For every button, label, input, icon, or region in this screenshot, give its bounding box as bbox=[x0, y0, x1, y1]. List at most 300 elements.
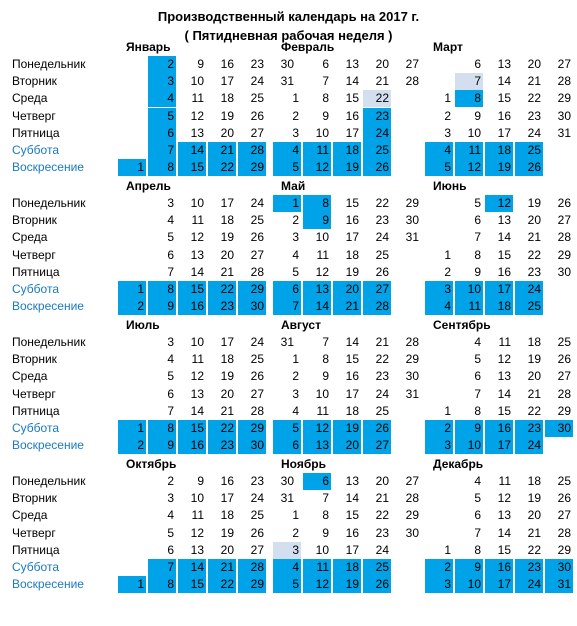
day-label: Среда bbox=[12, 369, 48, 384]
day-cell: 31 bbox=[280, 74, 294, 89]
day-cell: 13 bbox=[345, 57, 359, 71]
day-cell: 28 bbox=[405, 335, 419, 349]
day-cell: 28 bbox=[405, 491, 419, 506]
day-cell: 18 bbox=[527, 335, 541, 349]
day-cell: 9 bbox=[148, 298, 176, 315]
day-cell: 23 bbox=[375, 525, 389, 540]
day-label: Понедельник bbox=[12, 335, 86, 349]
day-cell: 14 bbox=[497, 525, 511, 540]
day-cell: 19 bbox=[333, 576, 361, 593]
day-cell: 7 bbox=[322, 335, 329, 349]
day-cell: 4 bbox=[273, 142, 301, 159]
day-cell: 5 bbox=[167, 525, 174, 540]
day-cell: 1 bbox=[273, 195, 301, 212]
day-cell: 9 bbox=[455, 420, 483, 437]
day-cell: 27 bbox=[557, 213, 571, 228]
day-cell: 11 bbox=[498, 335, 511, 349]
day-cell: 4 bbox=[273, 559, 301, 576]
day-cell: 12 bbox=[485, 195, 513, 212]
day-cell: 23 bbox=[375, 213, 389, 228]
day-cell: 14 bbox=[497, 386, 511, 401]
day-cell: 28 bbox=[405, 74, 419, 89]
day-cell: 12 bbox=[303, 159, 331, 176]
day-cell: 18 bbox=[527, 474, 541, 488]
day-cell: 8 bbox=[303, 195, 331, 212]
day-cell: 27 bbox=[405, 57, 419, 71]
day-cell: 29 bbox=[405, 196, 419, 210]
day-cell: 26 bbox=[250, 108, 264, 123]
day-cell: 18 bbox=[220, 213, 234, 228]
day-cell: 3 bbox=[167, 196, 174, 210]
day-cell: 5 bbox=[425, 159, 453, 176]
day-cell: 19 bbox=[345, 264, 359, 279]
day-cell: 19 bbox=[220, 230, 234, 245]
day-cell: 17 bbox=[345, 386, 359, 401]
day-cell: 12 bbox=[455, 159, 483, 176]
day-cell: 4 bbox=[425, 142, 453, 159]
day-cell: 9 bbox=[303, 212, 331, 229]
day-cell: 2 bbox=[425, 420, 453, 437]
day-cell: 29 bbox=[557, 403, 571, 418]
day-cell: 9 bbox=[322, 108, 329, 123]
day-cell: 30 bbox=[280, 474, 294, 488]
day-cell: 22 bbox=[375, 508, 389, 523]
day-cell: 23 bbox=[208, 298, 236, 315]
day-cell: 12 bbox=[497, 352, 511, 367]
day-cell: 3 bbox=[444, 125, 451, 140]
day-cell: 15 bbox=[345, 91, 359, 106]
day-cell: 31 bbox=[280, 491, 294, 506]
day-cell: 5 bbox=[474, 352, 481, 367]
day-cell: 12 bbox=[315, 264, 329, 279]
day-label: Суббота bbox=[12, 143, 59, 157]
day-cell: 22 bbox=[527, 542, 541, 557]
day-cell: 28 bbox=[238, 559, 266, 576]
day-cell: 6 bbox=[167, 542, 174, 557]
day-cell: 26 bbox=[375, 264, 389, 279]
day-cell: 18 bbox=[220, 352, 234, 367]
day-cell: 14 bbox=[497, 230, 511, 245]
day-cell: 23 bbox=[363, 108, 391, 125]
day-cell: 22 bbox=[363, 90, 391, 107]
day-cell: 20 bbox=[527, 57, 541, 71]
month-name: Май bbox=[281, 179, 306, 193]
day-cell: 1 bbox=[292, 352, 299, 367]
day-cell: 10 bbox=[467, 125, 481, 140]
day-cell: 8 bbox=[474, 247, 481, 262]
day-cell: 26 bbox=[557, 491, 571, 506]
day-cell: 8 bbox=[148, 576, 176, 593]
day-cell: 18 bbox=[485, 298, 513, 315]
month-name: Декабрь bbox=[433, 457, 484, 471]
day-cell: 16 bbox=[497, 108, 511, 123]
day-cell: 7 bbox=[474, 230, 481, 245]
day-label: Понедельник bbox=[12, 196, 86, 210]
day-cell: 27 bbox=[557, 57, 571, 71]
month-name: Июнь bbox=[433, 179, 467, 193]
day-cell: 2 bbox=[167, 474, 174, 488]
day-cell: 6 bbox=[148, 125, 176, 142]
day-cell: 28 bbox=[557, 230, 571, 245]
day-cell: 31 bbox=[405, 386, 419, 401]
day-cell: 27 bbox=[250, 247, 264, 262]
day-cell: 6 bbox=[322, 57, 329, 71]
day-cell: 15 bbox=[178, 159, 206, 176]
day-cell: 22 bbox=[375, 196, 389, 210]
day-cell: 20 bbox=[220, 247, 234, 262]
day-cell: 21 bbox=[220, 264, 234, 279]
day-cell: 6 bbox=[167, 386, 174, 401]
day-cell: 1 bbox=[118, 576, 146, 593]
month-name: Июль bbox=[126, 318, 160, 332]
day-label: Вторник bbox=[12, 352, 57, 367]
month-name: Октябрь bbox=[126, 457, 177, 471]
month-name: Март bbox=[433, 40, 463, 54]
day-cell: 23 bbox=[250, 57, 264, 71]
day-cell: 16 bbox=[178, 298, 206, 315]
day-label: Пятница bbox=[12, 264, 60, 279]
day-cell: 14 bbox=[345, 491, 359, 506]
day-cell: 5 bbox=[474, 196, 481, 210]
day-cell: 9 bbox=[197, 474, 204, 488]
day-cell: 8 bbox=[148, 159, 176, 176]
day-cell: 11 bbox=[303, 142, 331, 159]
day-cell: 2 bbox=[425, 559, 453, 576]
day-cell: 17 bbox=[220, 491, 234, 506]
day-cell: 8 bbox=[322, 91, 329, 106]
day-cell: 30 bbox=[280, 57, 294, 71]
day-cell: 3 bbox=[167, 491, 174, 506]
day-cell: 15 bbox=[345, 508, 359, 523]
day-cell: 1 bbox=[118, 281, 146, 298]
day-cell: 8 bbox=[322, 352, 329, 367]
day-cell: 21 bbox=[208, 142, 236, 159]
day-cell: 29 bbox=[557, 542, 571, 557]
day-cell: 24 bbox=[363, 125, 391, 142]
day-label: Среда bbox=[12, 91, 48, 106]
day-cell: 24 bbox=[250, 74, 264, 89]
day-cell: 23 bbox=[375, 369, 389, 384]
day-cell: 11 bbox=[455, 142, 483, 159]
day-cell: 17 bbox=[345, 542, 359, 557]
day-cell: 19 bbox=[220, 525, 234, 540]
day-cell: 18 bbox=[333, 559, 361, 576]
day-cell: 12 bbox=[190, 525, 204, 540]
day-cell: 20 bbox=[375, 57, 389, 71]
day-cell: 4 bbox=[148, 90, 176, 107]
day-cell: 5 bbox=[273, 159, 301, 176]
day-cell: 24 bbox=[250, 491, 264, 506]
day-cell: 13 bbox=[497, 508, 511, 523]
day-cell: 14 bbox=[303, 298, 331, 315]
day-cell: 17 bbox=[485, 281, 513, 298]
day-cell: 21 bbox=[220, 403, 234, 418]
day-cell: 22 bbox=[527, 91, 541, 106]
day-cell: 3 bbox=[167, 335, 174, 349]
day-cell: 26 bbox=[250, 525, 264, 540]
day-cell: 14 bbox=[178, 142, 206, 159]
day-cell: 30 bbox=[557, 264, 571, 279]
day-cell: 23 bbox=[527, 108, 541, 123]
day-cell: 10 bbox=[190, 74, 204, 89]
day-cell: 25 bbox=[375, 403, 389, 418]
day-label: Четверг bbox=[12, 525, 56, 540]
day-cell: 15 bbox=[497, 542, 511, 557]
day-cell: 1 bbox=[444, 403, 451, 418]
day-cell: 4 bbox=[167, 213, 174, 228]
day-cell: 21 bbox=[375, 491, 389, 506]
day-cell: 30 bbox=[405, 525, 419, 540]
day-cell: 15 bbox=[497, 403, 511, 418]
day-cell: 3 bbox=[273, 542, 301, 559]
day-cell: 4 bbox=[474, 474, 481, 488]
day-cell: 10 bbox=[315, 386, 329, 401]
day-label: Пятница bbox=[12, 403, 60, 418]
day-cell: 3 bbox=[148, 73, 176, 90]
day-cell: 22 bbox=[208, 420, 236, 437]
day-cell: 16 bbox=[345, 525, 359, 540]
day-cell: 1 bbox=[444, 247, 451, 262]
day-cell: 7 bbox=[455, 73, 483, 90]
day-cell: 15 bbox=[345, 196, 359, 210]
day-cell: 29 bbox=[238, 420, 266, 437]
day-cell: 5 bbox=[474, 491, 481, 506]
day-label: Воскресение bbox=[12, 299, 84, 314]
day-cell: 14 bbox=[190, 264, 204, 279]
day-cell: 8 bbox=[322, 508, 329, 523]
day-cell: 29 bbox=[405, 508, 419, 523]
day-cell: 31 bbox=[545, 576, 573, 593]
day-cell: 28 bbox=[250, 264, 264, 279]
day-cell: 23 bbox=[527, 264, 541, 279]
day-label: Понедельник bbox=[12, 57, 86, 71]
day-cell: 13 bbox=[303, 437, 331, 454]
day-cell: 27 bbox=[405, 474, 419, 488]
day-cell: 8 bbox=[474, 403, 481, 418]
day-cell: 26 bbox=[363, 159, 391, 176]
day-cell: 13 bbox=[190, 386, 204, 401]
day-cell: 4 bbox=[474, 335, 481, 349]
day-cell: 17 bbox=[345, 125, 359, 140]
day-cell: 26 bbox=[250, 369, 264, 384]
day-cell: 24 bbox=[527, 125, 541, 140]
day-cell: 14 bbox=[345, 335, 359, 349]
day-cell: 9 bbox=[148, 437, 176, 454]
day-cell: 21 bbox=[527, 525, 541, 540]
day-cell: 21 bbox=[527, 74, 541, 89]
day-cell: 6 bbox=[474, 213, 481, 228]
day-cell: 11 bbox=[316, 247, 329, 262]
day-cell: 5 bbox=[273, 576, 301, 593]
day-cell: 12 bbox=[303, 576, 331, 593]
day-cell: 23 bbox=[208, 437, 236, 454]
day-cell: 4 bbox=[425, 298, 453, 315]
day-cell: 5 bbox=[167, 230, 174, 245]
day-cell: 29 bbox=[405, 352, 419, 367]
day-cell: 11 bbox=[191, 352, 204, 367]
day-cell: 11 bbox=[191, 213, 204, 228]
day-cell: 16 bbox=[220, 474, 234, 488]
day-cell: 19 bbox=[527, 196, 541, 210]
day-cell: 2 bbox=[148, 56, 176, 73]
day-cell: 26 bbox=[363, 576, 391, 593]
day-label: Четверг bbox=[12, 386, 56, 401]
day-cell: 25 bbox=[557, 474, 571, 488]
day-label: Пятница bbox=[12, 125, 60, 140]
day-cell: 20 bbox=[333, 437, 361, 454]
day-cell: 2 bbox=[292, 369, 299, 384]
day-cell: 6 bbox=[474, 369, 481, 384]
day-cell: 17 bbox=[220, 335, 234, 349]
day-cell: 20 bbox=[527, 369, 541, 384]
day-cell: 17 bbox=[497, 125, 511, 140]
day-cell: 8 bbox=[474, 542, 481, 557]
day-cell: 13 bbox=[190, 247, 204, 262]
day-cell: 22 bbox=[208, 159, 236, 176]
day-cell: 22 bbox=[527, 403, 541, 418]
day-cell: 6 bbox=[167, 247, 174, 262]
day-cell: 30 bbox=[545, 420, 573, 437]
day-cell: 21 bbox=[527, 386, 541, 401]
day-cell: 19 bbox=[527, 491, 541, 506]
day-cell: 20 bbox=[333, 281, 361, 298]
day-cell: 24 bbox=[250, 196, 264, 210]
day-cell: 4 bbox=[167, 508, 174, 523]
day-cell: 1 bbox=[444, 91, 451, 106]
day-cell: 27 bbox=[363, 281, 391, 298]
day-label: Вторник bbox=[12, 491, 57, 506]
day-cell: 7 bbox=[322, 491, 329, 506]
day-cell: 13 bbox=[497, 369, 511, 384]
day-cell: 6 bbox=[474, 57, 481, 71]
day-cell: 18 bbox=[345, 403, 359, 418]
day-cell: 12 bbox=[190, 108, 204, 123]
day-cell: 1 bbox=[118, 159, 146, 176]
day-cell: 13 bbox=[497, 57, 511, 71]
day-cell: 29 bbox=[557, 247, 571, 262]
day-cell: 27 bbox=[250, 542, 264, 557]
day-cell: 25 bbox=[363, 559, 391, 576]
day-cell: 7 bbox=[148, 559, 176, 576]
day-cell: 15 bbox=[178, 420, 206, 437]
day-cell: 31 bbox=[280, 335, 294, 349]
day-cell: 13 bbox=[190, 125, 204, 140]
day-cell: 5 bbox=[167, 369, 174, 384]
day-cell: 11 bbox=[455, 298, 483, 315]
day-cell: 28 bbox=[557, 386, 571, 401]
day-cell: 23 bbox=[515, 559, 543, 576]
day-cell: 1 bbox=[444, 542, 451, 557]
day-cell: 26 bbox=[515, 159, 543, 176]
day-cell: 10 bbox=[315, 542, 329, 557]
day-cell: 2 bbox=[444, 108, 451, 123]
day-cell: 25 bbox=[515, 298, 543, 315]
day-cell: 12 bbox=[497, 491, 511, 506]
day-cell: 26 bbox=[557, 196, 571, 210]
day-cell: 21 bbox=[375, 74, 389, 89]
day-cell: 3 bbox=[425, 281, 453, 298]
day-cell: 19 bbox=[333, 420, 361, 437]
day-cell: 24 bbox=[515, 437, 543, 454]
day-cell: 2 bbox=[292, 525, 299, 540]
month-name: Сентябрь bbox=[433, 318, 491, 332]
day-cell: 11 bbox=[316, 403, 329, 418]
day-label: Воскресение bbox=[12, 577, 84, 592]
day-cell: 7 bbox=[167, 403, 174, 418]
day-label: Вторник bbox=[12, 74, 57, 89]
day-label: Суббота bbox=[12, 560, 59, 574]
day-cell: 27 bbox=[557, 508, 571, 523]
day-cell: 20 bbox=[220, 386, 234, 401]
day-cell: 18 bbox=[485, 142, 513, 159]
day-cell: 31 bbox=[557, 125, 571, 140]
day-cell: 14 bbox=[178, 559, 206, 576]
day-cell: 11 bbox=[303, 559, 331, 576]
day-cell: 25 bbox=[250, 91, 264, 106]
day-cell: 13 bbox=[190, 542, 204, 557]
day-cell: 30 bbox=[238, 298, 266, 315]
day-cell: 30 bbox=[545, 559, 573, 576]
day-label: Понедельник bbox=[12, 474, 86, 488]
day-cell: 7 bbox=[322, 74, 329, 89]
day-cell: 30 bbox=[405, 213, 419, 228]
day-cell: 11 bbox=[191, 91, 204, 106]
day-cell: 25 bbox=[250, 508, 264, 523]
day-cell: 25 bbox=[375, 247, 389, 262]
day-cell: 21 bbox=[208, 559, 236, 576]
day-cell: 6 bbox=[474, 508, 481, 523]
day-cell: 10 bbox=[190, 196, 204, 210]
day-label: Суббота bbox=[12, 421, 59, 435]
day-cell: 6 bbox=[273, 281, 301, 298]
day-cell: 6 bbox=[273, 437, 301, 454]
day-cell: 17 bbox=[345, 230, 359, 245]
day-cell: 20 bbox=[527, 213, 541, 228]
day-cell: 27 bbox=[250, 386, 264, 401]
day-cell: 7 bbox=[167, 264, 174, 279]
day-cell: 8 bbox=[148, 281, 176, 298]
day-cell: 19 bbox=[333, 159, 361, 176]
day-cell: 2 bbox=[118, 298, 146, 315]
day-cell: 26 bbox=[363, 420, 391, 437]
month-name: Февраль bbox=[281, 40, 335, 54]
day-cell: 20 bbox=[220, 542, 234, 557]
day-cell: 10 bbox=[455, 281, 483, 298]
day-cell: 15 bbox=[178, 576, 206, 593]
day-cell: 20 bbox=[375, 474, 389, 488]
day-cell: 14 bbox=[497, 74, 511, 89]
day-cell: 24 bbox=[250, 335, 264, 349]
day-cell: 13 bbox=[303, 281, 331, 298]
day-cell: 3 bbox=[292, 386, 299, 401]
day-cell: 10 bbox=[315, 230, 329, 245]
day-cell: 15 bbox=[497, 91, 511, 106]
day-label: Среда bbox=[12, 508, 48, 523]
day-cell: 12 bbox=[190, 230, 204, 245]
day-cell: 18 bbox=[345, 247, 359, 262]
day-cell: 31 bbox=[405, 230, 419, 245]
day-cell: 28 bbox=[557, 525, 571, 540]
day-cell: 3 bbox=[425, 576, 453, 593]
day-cell: 23 bbox=[515, 420, 543, 437]
day-label: Пятница bbox=[12, 542, 60, 557]
day-cell: 15 bbox=[345, 352, 359, 367]
day-cell: 5 bbox=[148, 108, 176, 125]
day-cell: 10 bbox=[315, 125, 329, 140]
day-cell: 10 bbox=[190, 491, 204, 506]
day-cell: 19 bbox=[220, 108, 234, 123]
day-cell: 30 bbox=[557, 108, 571, 123]
